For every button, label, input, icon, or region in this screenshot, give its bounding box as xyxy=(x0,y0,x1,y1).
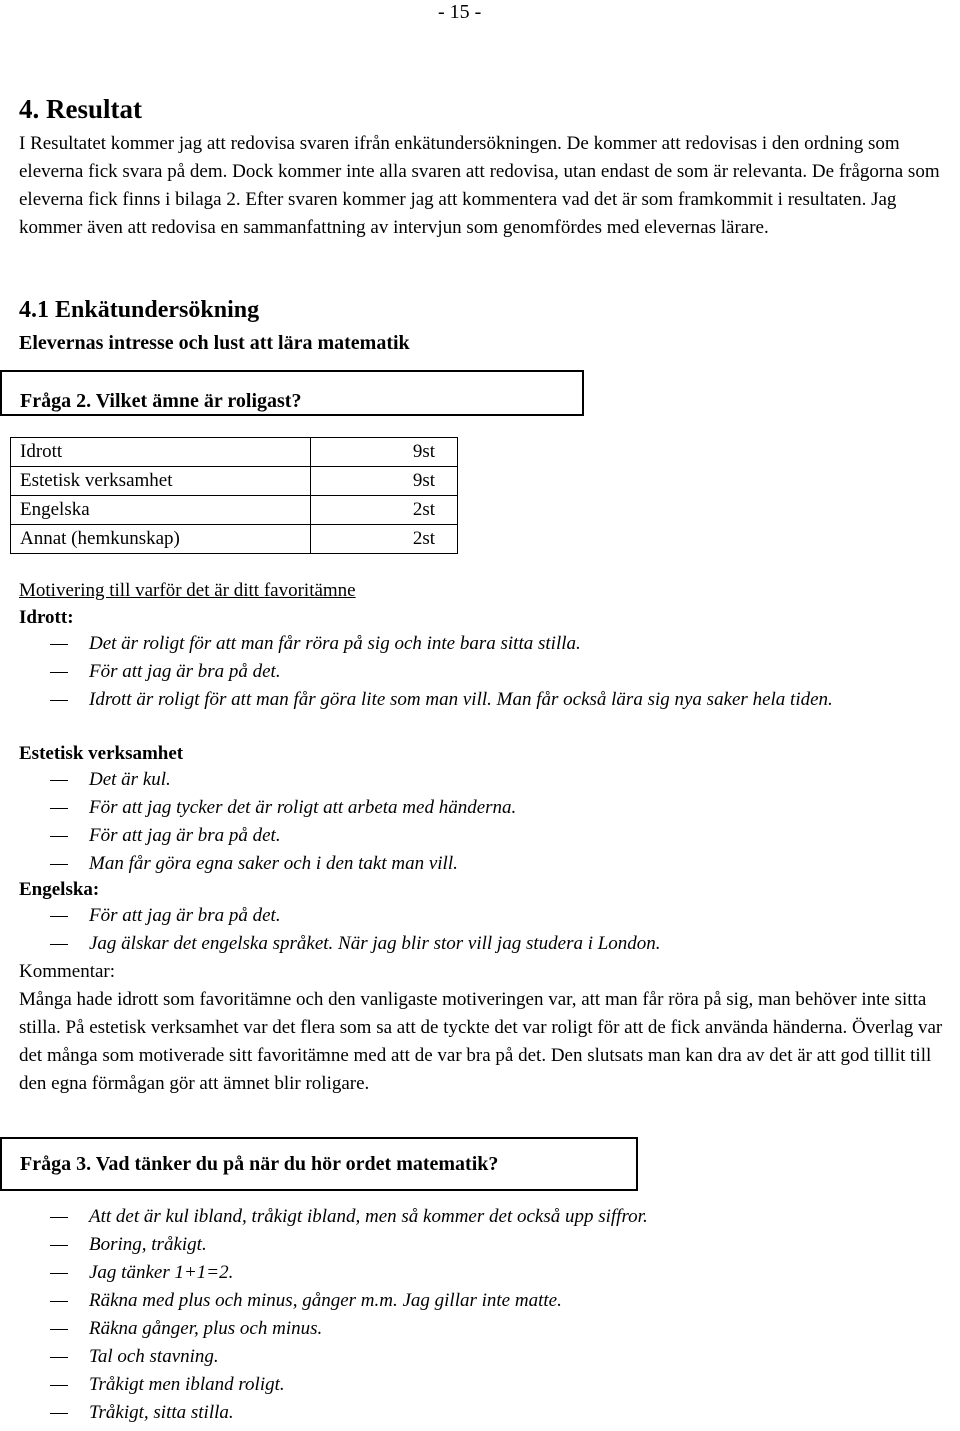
section-heading: 4.1 Enkätundersökning xyxy=(19,297,260,323)
answer-label: Annat (hemkunskap) xyxy=(11,525,311,554)
question-3-box xyxy=(0,1137,638,1191)
list-item: Att det är kul ibland, tråkigt ibland, men så kommer det också upp siffror. xyxy=(0,1203,949,1231)
table-row xyxy=(11,438,458,467)
question-2-text: Fråga 2. Vilket ämne är roligast? xyxy=(20,390,302,412)
page-number: - 15 - xyxy=(438,1,482,23)
table-row xyxy=(11,496,458,525)
motivation-title: Motivering till varför det är ditt favoritämne xyxy=(19,580,356,601)
list-item: Det är kul. xyxy=(0,766,949,794)
list-estetisk xyxy=(0,766,960,878)
list-item: Räkna med plus och minus, gånger m.m. Jag gillar inte matte. xyxy=(0,1287,949,1315)
answer-count: 2st xyxy=(311,525,458,554)
question-2-box xyxy=(0,370,584,416)
table-row xyxy=(11,467,458,496)
list-item: För att jag är bra på det. xyxy=(0,902,949,930)
list-item: Det är roligt för att man får röra på sig och inte bara sitta stilla. xyxy=(0,630,949,658)
list-idrott xyxy=(0,630,960,714)
answer-count: 2st xyxy=(311,496,458,525)
comment-label: Kommentar: xyxy=(19,961,116,982)
comment-paragraph: Många hade idrott som favoritämne och den vanligaste motiveringen var, att man får röra på sig, man behöver inte sitta stilla. På estetisk verksamhet var det flera som sa att de tyckte det var roligt för att de fick använda händerna. Överlag var det många som motiverade sitt favoritämne med att de var bra på det. Den slutsats man kan dra av det är att god tillit till den egna förmågan gör att ämnet blir roligare. xyxy=(19,989,943,1094)
answers-table xyxy=(10,437,458,554)
list-item: För att jag tycker det är roligt att arbeta med händerna. xyxy=(0,794,949,822)
list-q3-answers xyxy=(0,1203,960,1427)
answer-label: Engelska xyxy=(11,496,311,525)
list-item: Jag tänker 1+1=2. xyxy=(0,1259,949,1287)
group-title-engelska: Engelska: xyxy=(19,879,100,900)
group-title-idrott: Idrott: xyxy=(19,607,74,628)
list-item: Man får göra egna saker och i den takt man vill. xyxy=(0,850,949,878)
list-item: Räkna gånger, plus och minus. xyxy=(0,1315,949,1343)
list-item: Tråkigt men ibland roligt. xyxy=(0,1371,949,1399)
list-item: Tråkigt, sitta stilla. xyxy=(0,1399,949,1427)
list-engelska xyxy=(0,902,960,958)
heading-resultat: 4. Resultat xyxy=(19,94,142,124)
group-title-estetisk: Estetisk verksamhet xyxy=(19,743,184,764)
question-3-text: Fråga 3. Vad tänker du på när du hör ordet matematik? xyxy=(20,1153,499,1175)
list-item: Boring, tråkigt. xyxy=(0,1231,949,1259)
answer-count: 9st xyxy=(311,438,458,467)
answer-count: 9st xyxy=(311,467,458,496)
list-item: För att jag är bra på det. xyxy=(0,658,949,686)
subsection-heading: Elevernas intresse och lust att lära matematik xyxy=(19,332,410,354)
list-item: Idrott är roligt för att man får göra lite som man vill. Man får också lära sig nya saker hela tiden. xyxy=(0,686,949,714)
list-item: Tal och stavning. xyxy=(0,1343,949,1371)
answer-label: Idrott xyxy=(11,438,311,467)
list-item: Jag älskar det engelska språket. När jag blir stor vill jag studera i London. xyxy=(0,930,949,958)
table-row xyxy=(11,525,458,554)
list-item: För att jag är bra på det. xyxy=(0,822,949,850)
intro-paragraph: I Resultatet kommer jag att redovisa svaren ifrån enkätundersökningen. De kommer att redovisas i den ordning som eleverna fick svara på dem. Dock kommer inte alla svaren att redovisa, utan endast de som är relevanta. De frågorna som eleverna fick finns i bilaga 2. Efter svaren kommer jag att kommentera vad det är som framkommit i resultaten. Jag kommer även att redovisa en sammanfattning av intervjun som genomfördes med elevernas lärare. xyxy=(19,133,940,238)
answer-label: Estetisk verksamhet xyxy=(11,467,311,496)
